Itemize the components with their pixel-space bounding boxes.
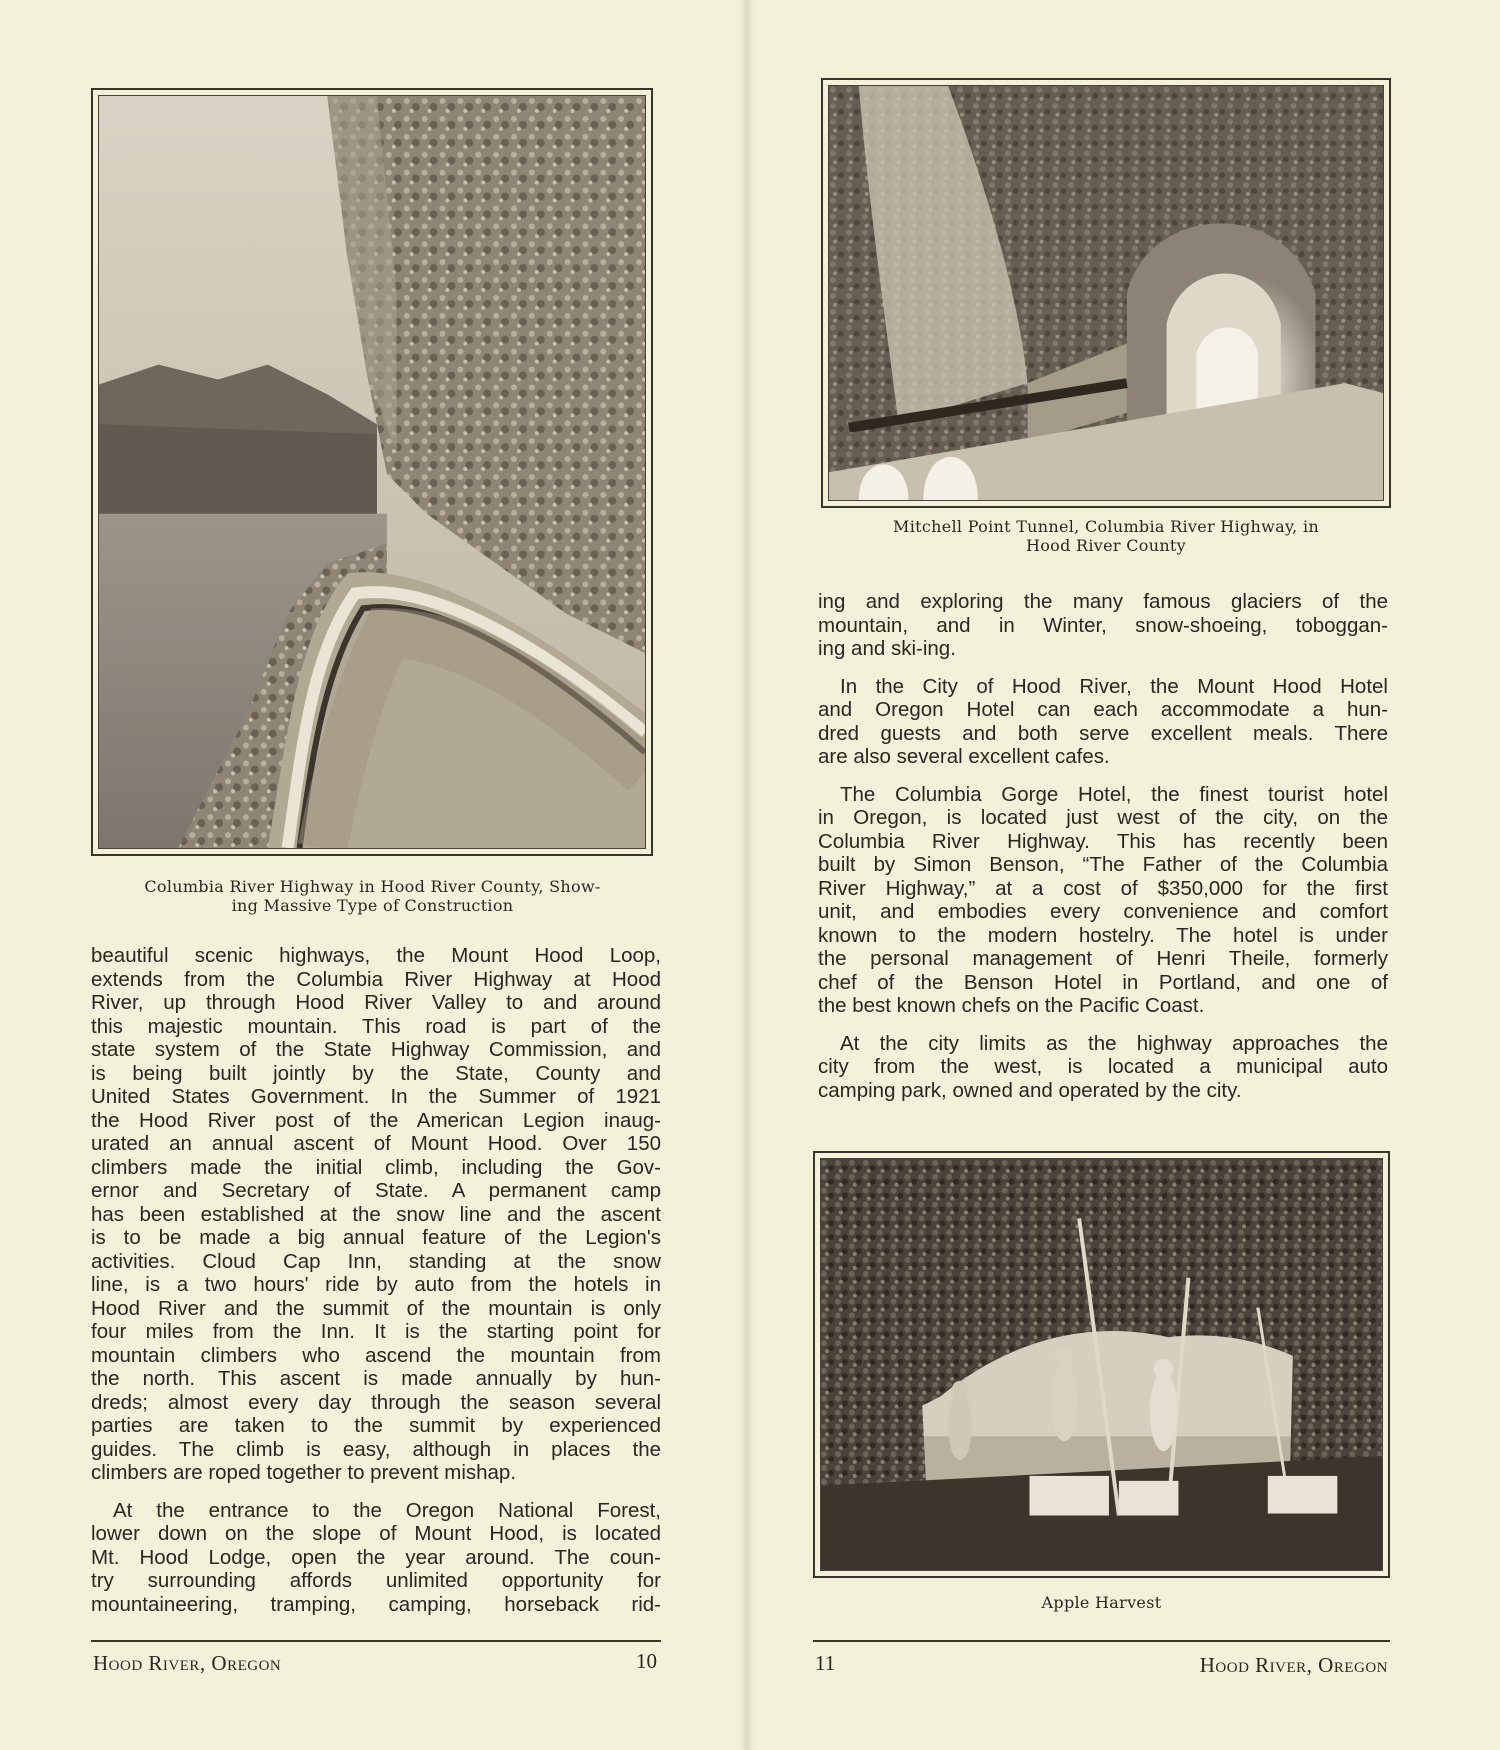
apple-photo-frame	[813, 1151, 1390, 1578]
left-body-text	[91, 944, 661, 1630]
footer-title-text: Hood River, Oregon	[93, 1651, 282, 1675]
text-line: known to the modern hostelry. The hotel is under	[818, 923, 1388, 947]
tunnel-illustration	[829, 86, 1383, 500]
tunnel-photo	[828, 85, 1384, 501]
text-line: mountain, and in Winter, snow-shoeing, toboggan-	[818, 613, 1388, 637]
right-body-text	[818, 590, 1388, 1116]
paragraph-mount-hood-loop	[91, 944, 661, 1485]
caption-line: ing Massive Type of Construction	[231, 896, 514, 915]
caption-line: Columbia River Highway in Hood River County, Show-	[144, 877, 601, 896]
text-line: dred guests and both serve excellent meals. There	[818, 721, 1388, 745]
footer-rule	[91, 1640, 661, 1642]
text-line: United States Government. In the Summer of 1921	[91, 1085, 661, 1108]
text-line: is being built jointly by the State, County and	[91, 1061, 661, 1085]
text-line: the personal management of Henri Theile, formerly	[818, 947, 1388, 970]
text-line: guides. The climb is easy, although in places the	[91, 1437, 661, 1461]
caption-line: Mitchell Point Tunnel, Columbia River Highway, in	[893, 517, 1319, 536]
paragraph-city-hotels	[818, 675, 1388, 769]
text-line: the north. This ascent is made annually by hun-	[91, 1367, 661, 1390]
tunnel-photo-frame	[821, 78, 1391, 508]
text-line: dreds; almost every day through the season several	[91, 1390, 661, 1414]
text-line: The Columbia Gorge Hotel, the finest tourist hotel	[840, 782, 1388, 806]
paragraph-glaciers	[818, 590, 1388, 661]
text-line: climbers are roped together to prevent mishap.	[91, 1461, 517, 1484]
text-line: lower down on the slope of Mount Hood, is located	[91, 1522, 661, 1545]
text-line: and Oregon Hotel can each accommodate a hun-	[818, 698, 1388, 721]
text-line: At the city limits as the highway approaches the	[840, 1031, 1388, 1055]
text-line: ernor and Secretary of State. A permanent camp	[91, 1179, 661, 1202]
orchard-illustration	[821, 1159, 1382, 1570]
text-line: the Hood River post of the American Legion inaug-	[91, 1108, 661, 1132]
highway-photo-frame	[91, 88, 653, 856]
footer-title	[93, 1651, 281, 1676]
text-line: ing and ski-ing.	[818, 637, 956, 660]
text-line: Columbia River Highway. This has recently been	[818, 829, 1388, 853]
right-page	[748, 0, 1493, 1750]
page-number: 11	[815, 1651, 836, 1675]
left-page	[0, 0, 745, 1750]
text-line: try surrounding affords unlimited opportunity for	[91, 1569, 661, 1592]
text-line: state system of the State Highway Commission, and	[91, 1038, 661, 1061]
text-line: urated an annual ascent of Mount Hood. Over 150	[91, 1132, 661, 1155]
text-line: is to be made a big annual feature of the Legion's	[91, 1226, 661, 1249]
highway-photo	[98, 95, 646, 849]
text-line: line, is a two hours' ride by auto from the hotels in	[91, 1273, 661, 1296]
text-line: mountain climbers who ascend the mountain from	[91, 1343, 661, 1367]
paragraph-camping-park	[818, 1032, 1388, 1103]
caption-line: Hood River County	[1025, 536, 1186, 555]
text-line: built by Simon Benson, “The Father of the Columbia	[818, 853, 1388, 876]
text-line: climbers made the initial climb, including the Gov-	[91, 1155, 661, 1179]
text-line: camping park, owned and operated by the city.	[818, 1078, 1242, 1102]
text-line: four miles from the Inn. It is the starting point for	[91, 1320, 661, 1343]
page-number: 10	[636, 1649, 657, 1673]
text-line: beautiful scenic highways, the Mount Hood Loop,	[91, 944, 661, 967]
text-line: are also several excellent cafes.	[818, 745, 1110, 768]
highway-photo-caption	[60, 877, 685, 915]
text-line: In the City of Hood River, the Mount Hood Hotel	[840, 674, 1388, 698]
apple-photo-caption: Apple Harvest	[1041, 1593, 1162, 1612]
text-line: chef of the Benson Hotel in Portland, and one of	[818, 970, 1388, 994]
highway-illustration	[99, 96, 645, 848]
text-line: extends from the Columbia River Highway at Hood	[91, 967, 661, 991]
text-line: At the entrance to the Oregon National Forest,	[113, 1498, 661, 1522]
footer-rule	[813, 1640, 1390, 1642]
text-line: River Highway,” at a cost of $350,000 for the first	[818, 876, 1388, 900]
text-line: has been established at the snow line and the ascent	[91, 1202, 661, 1226]
text-line: this majestic mountain. This road is part of the	[91, 1014, 661, 1038]
footer-title-text: Hood River, Oregon	[1199, 1653, 1388, 1677]
text-line: mountaineering, tramping, camping, horseback rid-	[91, 1592, 661, 1616]
text-line: activities. Cloud Cap Inn, standing at the snow	[91, 1249, 661, 1273]
text-line: Mt. Hood Lodge, open the year around. The coun-	[91, 1545, 661, 1569]
text-line: parties are taken to the summit by experienced	[91, 1414, 661, 1437]
footer-title	[1148, 1653, 1388, 1678]
text-line: River, up through Hood River Valley to and around	[91, 991, 661, 1014]
apple-photo	[820, 1158, 1383, 1571]
text-line: city from the west, is located a municipal auto	[818, 1055, 1388, 1078]
text-line: Hood River and the summit of the mountain is only	[91, 1296, 661, 1320]
text-line: ing and exploring the many famous glaciers of the	[818, 590, 1388, 613]
text-line: the best known chefs on the Pacific Coast.	[818, 994, 1205, 1017]
tunnel-photo-caption	[788, 517, 1424, 555]
paragraph-columbia-gorge-hotel	[818, 783, 1388, 1018]
text-line: in Oregon, is located just west of the city, on the	[818, 806, 1388, 829]
paragraph-national-forest	[91, 1499, 661, 1617]
text-line: unit, and embodies every convenience and comfort	[818, 900, 1388, 923]
